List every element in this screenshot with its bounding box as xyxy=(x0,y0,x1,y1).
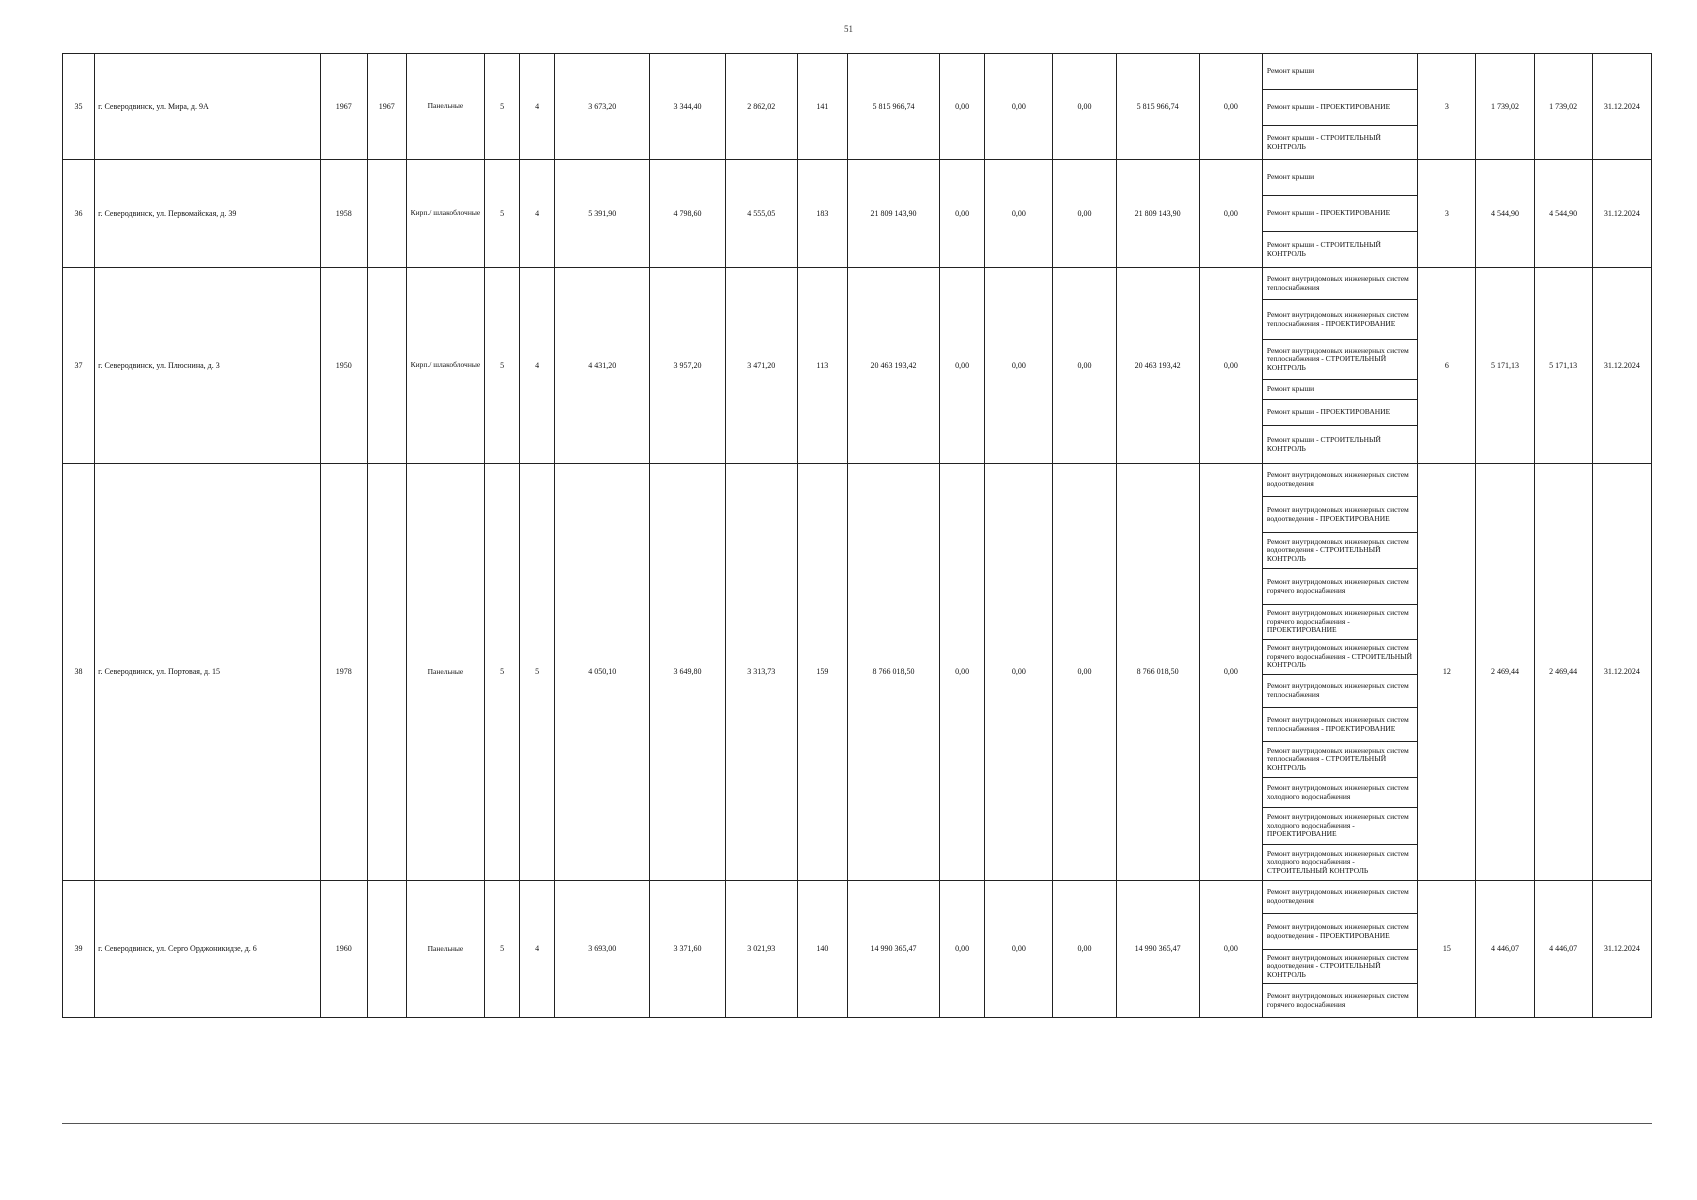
unit-cost-cell: 2 469,44 xyxy=(1476,464,1534,881)
max-cost-cell: 5 171,13 xyxy=(1534,268,1592,464)
other-funds-cell: 0,00 xyxy=(1199,268,1262,464)
work-type-cell: Ремонт внутридомовых инженерных систем холодного водоснабжения - ПРОЕКТИРОВАНИЕ xyxy=(1262,808,1417,845)
flats-area-cell: 3 957,20 xyxy=(650,268,725,464)
total-area-cell: 5 391,90 xyxy=(555,160,650,268)
floors-cell: 5 xyxy=(485,160,520,268)
table-row xyxy=(63,881,1652,914)
address-cell: г. Северодвинск, ул. Первомайская, д. 39 xyxy=(95,160,321,268)
works-count-cell: 12 xyxy=(1418,464,1476,881)
floors-cell: 5 xyxy=(485,54,520,160)
local-funds-cell: 0,00 xyxy=(1053,160,1116,268)
federal-funds-cell: 0,00 xyxy=(940,464,985,881)
work-type-cell: Ремонт крыши - ПРОЕКТИРОВАНИЕ xyxy=(1262,90,1417,126)
total-area-cell: 3 673,20 xyxy=(555,54,650,160)
floors-cell: 5 xyxy=(485,464,520,881)
work-type-cell: Ремонт крыши - СТРОИТЕЛЬНЫЙ КОНТРОЛЬ xyxy=(1262,426,1417,464)
work-type-cell: Ремонт крыши xyxy=(1262,160,1417,196)
table-row xyxy=(63,268,1652,300)
address-cell: г. Северодвинск, ул. Портовая, д. 15 xyxy=(95,464,321,881)
year-renovation-cell: 1967 xyxy=(367,54,406,160)
address-cell: г. Северодвинск, ул. Серго Орджоникидзе, д. 6 xyxy=(95,881,321,1018)
deadline-cell: 31.12.2024 xyxy=(1592,881,1651,1018)
owners-funds-cell: 14 990 365,47 xyxy=(1116,881,1199,1018)
regional-funds-cell: 0,00 xyxy=(985,160,1053,268)
local-funds-cell: 0,00 xyxy=(1053,54,1116,160)
works-count-cell: 6 xyxy=(1418,268,1476,464)
work-type-cell: Ремонт внутридомовых инженерных систем теплоснабжения - ПРОЕКТИРОВАНИЕ xyxy=(1262,300,1417,340)
year-renovation-cell xyxy=(367,881,406,1018)
private-area-cell: 3 021,93 xyxy=(725,881,797,1018)
floors-cell: 5 xyxy=(485,881,520,1018)
total-cost-cell: 20 463 193,42 xyxy=(847,268,939,464)
owners-funds-cell: 21 809 143,90 xyxy=(1116,160,1199,268)
address-cell: г. Северодвинск, ул. Мира, д. 9А xyxy=(95,54,321,160)
row-number: 35 xyxy=(63,54,95,160)
unit-cost-cell: 4 544,90 xyxy=(1476,160,1534,268)
works-count-cell: 3 xyxy=(1418,54,1476,160)
year-built-cell: 1950 xyxy=(320,268,367,464)
max-cost-cell: 4 446,07 xyxy=(1534,881,1592,1018)
local-funds-cell: 0,00 xyxy=(1053,268,1116,464)
deadline-cell: 31.12.2024 xyxy=(1592,268,1651,464)
entrances-cell: 4 xyxy=(520,160,555,268)
entrances-cell: 5 xyxy=(520,464,555,881)
regional-funds-cell: 0,00 xyxy=(985,268,1053,464)
work-type-cell: Ремонт внутридомовых инженерных систем водоотведения xyxy=(1262,881,1417,914)
work-type-cell: Ремонт внутридомовых инженерных систем горячего водоснабжения - ПРОЕКТИРОВАНИЕ xyxy=(1262,605,1417,640)
wall-material-cell: Кирп./ шлакоблочные xyxy=(406,268,484,464)
work-type-cell: Ремонт крыши xyxy=(1262,54,1417,90)
total-area-cell: 4 431,20 xyxy=(555,268,650,464)
owners-funds-cell: 8 766 018,50 xyxy=(1116,464,1199,881)
work-type-cell: Ремонт крыши xyxy=(1262,380,1417,400)
floors-cell: 5 xyxy=(485,268,520,464)
total-cost-cell: 21 809 143,90 xyxy=(847,160,939,268)
unit-cost-cell: 5 171,13 xyxy=(1476,268,1534,464)
work-type-cell: Ремонт внутридомовых инженерных систем водоотведения - ПРОЕКТИРОВАНИЕ xyxy=(1262,914,1417,950)
work-type-cell: Ремонт внутридомовых инженерных систем горячего водоснабжения xyxy=(1262,569,1417,605)
deadline-cell: 31.12.2024 xyxy=(1592,160,1651,268)
owners-funds-cell: 20 463 193,42 xyxy=(1116,268,1199,464)
wall-material-cell: Кирп./ шлакоблочные xyxy=(406,160,484,268)
work-type-cell: Ремонт крыши - СТРОИТЕЛЬНЫЙ КОНТРОЛЬ xyxy=(1262,232,1417,268)
other-funds-cell: 0,00 xyxy=(1199,464,1262,881)
work-type-cell: Ремонт внутридомовых инженерных систем теплоснабжения - СТРОИТЕЛЬНЫЙ КОНТРОЛЬ xyxy=(1262,340,1417,380)
regional-funds-cell: 0,00 xyxy=(985,881,1053,1018)
wall-material-cell: Панельные xyxy=(406,464,484,881)
deadline-cell: 31.12.2024 xyxy=(1592,54,1651,160)
year-renovation-cell xyxy=(367,160,406,268)
flats-area-cell: 3 371,60 xyxy=(650,881,725,1018)
local-funds-cell: 0,00 xyxy=(1053,464,1116,881)
regional-funds-cell: 0,00 xyxy=(985,54,1053,160)
private-area-cell: 4 555,05 xyxy=(725,160,797,268)
work-type-cell: Ремонт внутридомовых инженерных систем теплоснабжения xyxy=(1262,675,1417,708)
address-cell: г. Северодвинск, ул. Плюснина, д. 3 xyxy=(95,268,321,464)
work-type-cell: Ремонт внутридомовых инженерных систем водоотведения xyxy=(1262,464,1417,497)
deadline-cell: 31.12.2024 xyxy=(1592,464,1651,881)
work-type-cell: Ремонт крыши - СТРОИТЕЛЬНЫЙ КОНТРОЛЬ xyxy=(1262,126,1417,160)
table-row xyxy=(63,54,1652,90)
work-type-cell: Ремонт внутридомовых инженерных систем водоотведения - ПРОЕКТИРОВАНИЕ xyxy=(1262,497,1417,533)
row-number: 36 xyxy=(63,160,95,268)
total-cost-cell: 8 766 018,50 xyxy=(847,464,939,881)
work-type-cell: Ремонт внутридомовых инженерных систем холодного водоснабжения - СТРОИТЕЛЬНЫЙ КОНТРОЛЬ xyxy=(1262,845,1417,881)
residents-cell: 159 xyxy=(797,464,847,881)
wall-material-cell: Панельные xyxy=(406,881,484,1018)
work-type-cell: Ремонт внутридомовых инженерных систем водоотведения - СТРОИТЕЛЬНЫЙ КОНТРОЛЬ xyxy=(1262,950,1417,984)
work-type-cell: Ремонт внутридомовых инженерных систем теплоснабжения - ПРОЕКТИРОВАНИЕ xyxy=(1262,708,1417,742)
other-funds-cell: 0,00 xyxy=(1199,54,1262,160)
work-type-cell: Ремонт внутридомовых инженерных систем теплоснабжения - СТРОИТЕЛЬНЫЙ КОНТРОЛЬ xyxy=(1262,742,1417,778)
private-area-cell: 2 862,02 xyxy=(725,54,797,160)
unit-cost-cell: 1 739,02 xyxy=(1476,54,1534,160)
unit-cost-cell: 4 446,07 xyxy=(1476,881,1534,1018)
year-built-cell: 1960 xyxy=(320,881,367,1018)
page-number: 51 xyxy=(844,24,853,34)
work-type-cell: Ремонт крыши - ПРОЕКТИРОВАНИЕ xyxy=(1262,196,1417,232)
entrances-cell: 4 xyxy=(520,268,555,464)
year-renovation-cell xyxy=(367,268,406,464)
entrances-cell: 4 xyxy=(520,881,555,1018)
work-type-cell: Ремонт внутридомовых инженерных систем теплоснабжения xyxy=(1262,268,1417,300)
residents-cell: 183 xyxy=(797,160,847,268)
max-cost-cell: 2 469,44 xyxy=(1534,464,1592,881)
row-number: 37 xyxy=(63,268,95,464)
work-type-cell: Ремонт внутридомовых инженерных систем водоотведения - СТРОИТЕЛЬНЫЙ КОНТРОЛЬ xyxy=(1262,533,1417,569)
works-count-cell: 3 xyxy=(1418,160,1476,268)
work-type-cell: Ремонт крыши - ПРОЕКТИРОВАНИЕ xyxy=(1262,400,1417,426)
flats-area-cell: 3 344,40 xyxy=(650,54,725,160)
row-number: 39 xyxy=(63,881,95,1018)
total-area-cell: 4 050,10 xyxy=(555,464,650,881)
year-built-cell: 1967 xyxy=(320,54,367,160)
regional-funds-cell: 0,00 xyxy=(985,464,1053,881)
federal-funds-cell: 0,00 xyxy=(940,160,985,268)
total-cost-cell: 5 815 966,74 xyxy=(847,54,939,160)
works-count-cell: 15 xyxy=(1418,881,1476,1018)
residents-cell: 140 xyxy=(797,881,847,1018)
work-type-cell: Ремонт внутридомовых инженерных систем холодного водоснабжения xyxy=(1262,778,1417,808)
max-cost-cell: 1 739,02 xyxy=(1534,54,1592,160)
residents-cell: 113 xyxy=(797,268,847,464)
year-built-cell: 1958 xyxy=(320,160,367,268)
table-bottom-rule xyxy=(62,1123,1652,1124)
wall-material-cell: Панельные xyxy=(406,54,484,160)
work-type-cell: Ремонт внутридомовых инженерных систем горячего водоснабжения xyxy=(1262,984,1417,1018)
table-row xyxy=(63,464,1652,497)
flats-area-cell: 3 649,80 xyxy=(650,464,725,881)
entrances-cell: 4 xyxy=(520,54,555,160)
row-number: 38 xyxy=(63,464,95,881)
total-cost-cell: 14 990 365,47 xyxy=(847,881,939,1018)
owners-funds-cell: 5 815 966,74 xyxy=(1116,54,1199,160)
table-row xyxy=(63,160,1652,196)
local-funds-cell: 0,00 xyxy=(1053,881,1116,1018)
federal-funds-cell: 0,00 xyxy=(940,54,985,160)
max-cost-cell: 4 544,90 xyxy=(1534,160,1592,268)
flats-area-cell: 4 798,60 xyxy=(650,160,725,268)
work-type-cell: Ремонт внутридомовых инженерных систем горячего водоснабжения - СТРОИТЕЛЬНЫЙ КОНТРОЛЬ xyxy=(1262,640,1417,675)
other-funds-cell: 0,00 xyxy=(1199,160,1262,268)
residents-cell: 141 xyxy=(797,54,847,160)
total-area-cell: 3 693,00 xyxy=(555,881,650,1018)
private-area-cell: 3 313,73 xyxy=(725,464,797,881)
private-area-cell: 3 471,20 xyxy=(725,268,797,464)
federal-funds-cell: 0,00 xyxy=(940,881,985,1018)
federal-funds-cell: 0,00 xyxy=(940,268,985,464)
other-funds-cell: 0,00 xyxy=(1199,881,1262,1018)
year-renovation-cell xyxy=(367,464,406,881)
year-built-cell: 1978 xyxy=(320,464,367,881)
repair-program-table xyxy=(62,53,1652,1018)
